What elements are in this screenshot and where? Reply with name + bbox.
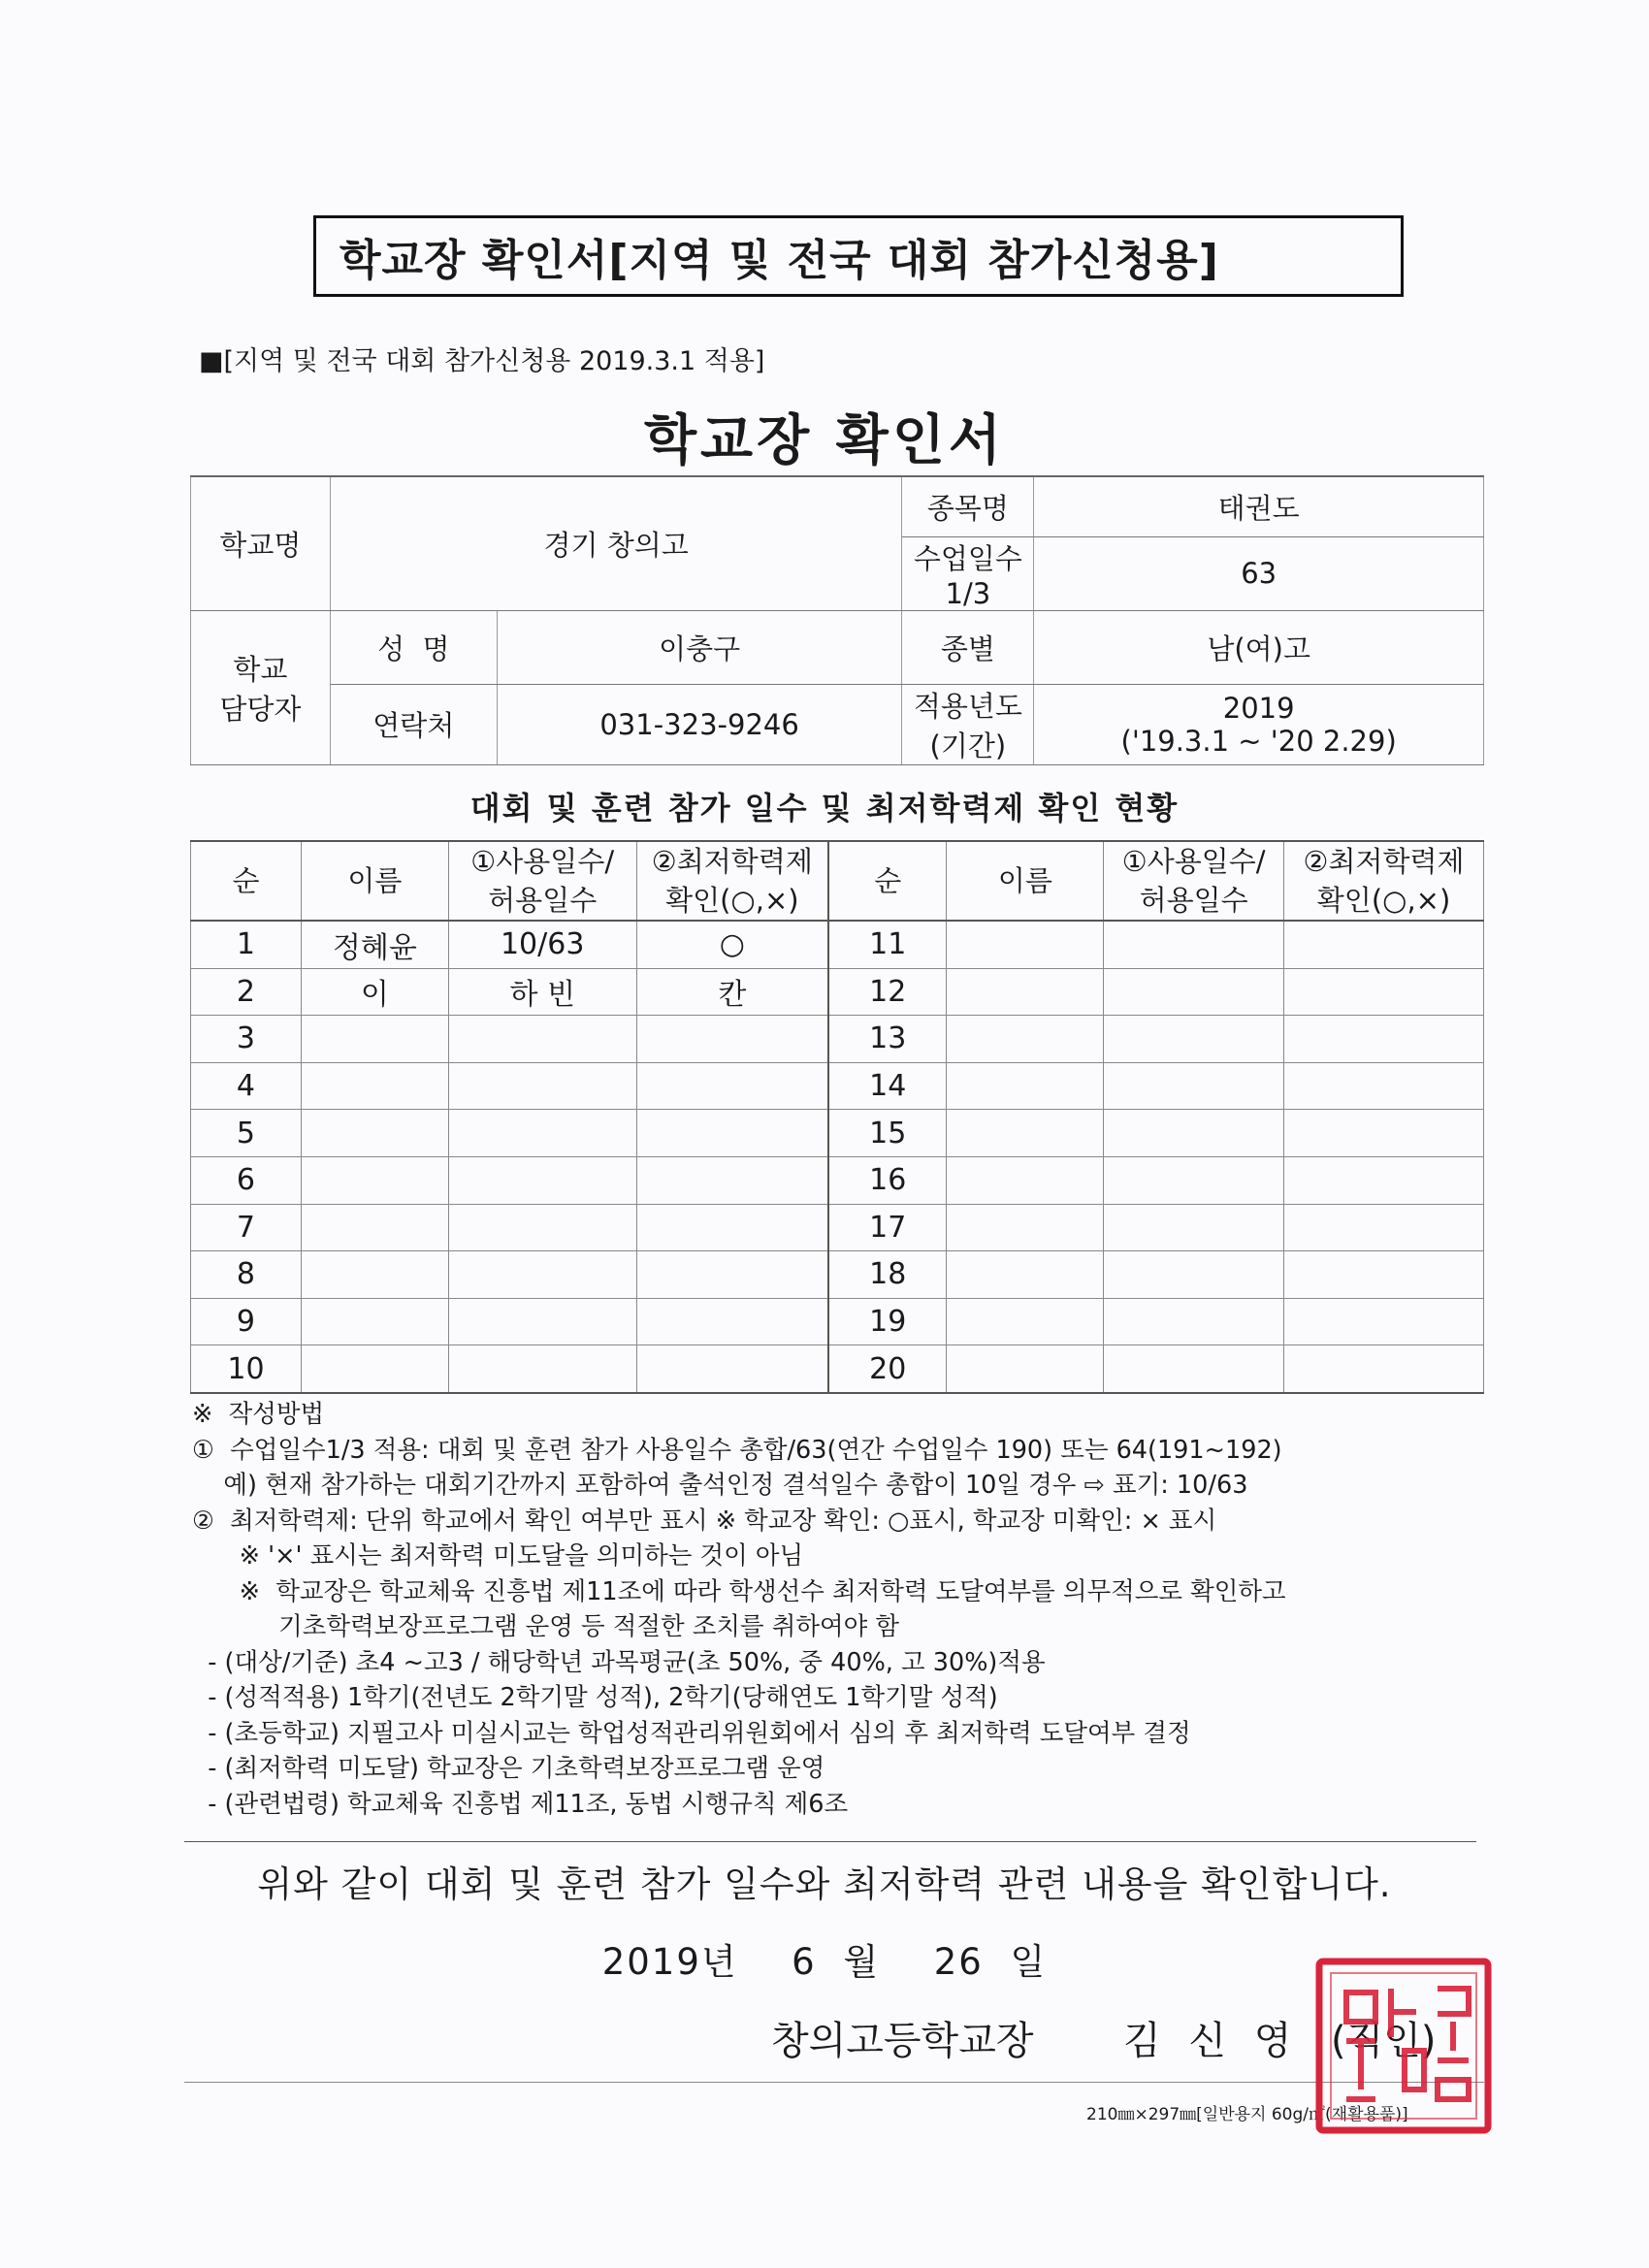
row-number-right: 13 (828, 1016, 947, 1063)
min-level-check-right (1284, 1016, 1484, 1063)
contact-label: 연락처 (330, 684, 497, 764)
used-days (448, 1204, 636, 1251)
section-title: 대회 및 훈련 참가 일수 및 최저학력제 확인 현황 (469, 790, 1180, 826)
table-row (191, 1062, 1484, 1110)
student-name-right (947, 1156, 1104, 1204)
row-number-right: 20 (828, 1345, 947, 1393)
instruction-line: ① 수업일수1/3 적용: 대회 및 훈련 참가 사용일수 총합/63(연간 수업일수 190) 또는 64(191~192) (192, 1435, 1282, 1465)
official-seal-stamp (1311, 1954, 1496, 2142)
period-label-line2: (기간) (929, 729, 1007, 762)
min-level-check-right (1284, 1204, 1484, 1251)
paper-spec: 210㎜×297㎜[일반용지 60g/㎡(재활용품)] (1086, 2105, 1408, 2124)
participation-table (190, 840, 1484, 1394)
min-level-check-right (1284, 1298, 1484, 1345)
row-number: 10 (191, 1345, 302, 1393)
min-level-check (636, 1110, 828, 1157)
header-days-line2: 허용일수 (488, 884, 598, 917)
used-days-right (1104, 1016, 1284, 1063)
header-days-right (1104, 841, 1284, 921)
student-name-right (947, 968, 1104, 1016)
min-level-check (636, 1345, 828, 1393)
used-days-right (1104, 1062, 1284, 1110)
used-days (448, 1345, 636, 1393)
student-name (301, 1345, 448, 1393)
header-min-line2: 확인(○,×) (665, 884, 799, 917)
used-days (448, 1251, 636, 1299)
min-level-check (636, 1156, 828, 1204)
school-name-value: 경기 창의고 (330, 476, 902, 610)
period-value-range: ('19.3.1 ~ '20 2.29) (1120, 724, 1397, 758)
min-level-check (636, 1016, 828, 1063)
division-label: 종별 (902, 610, 1034, 684)
page-title: 학교장 확인서 (643, 409, 1006, 472)
row-number-right: 14 (828, 1062, 947, 1110)
class-days-label (902, 536, 1034, 610)
instruction-line: - (관련법령) 학교체육 진흥법 제11조, 동법 시행규칙 제6조 (192, 1789, 849, 1819)
min-level-check-right (1284, 968, 1484, 1016)
instruction-line: ② 최저학력제: 단위 학교에서 확인 여부만 표시 ※ 학교장 확인: ○표시, 학교장 미확인: × 표시 (192, 1506, 1217, 1536)
student-name: 정혜윤 (301, 921, 448, 968)
student-name-right (947, 1251, 1104, 1299)
manager-name-value: 이충구 (497, 610, 902, 684)
used-days: 하 빈 (448, 968, 636, 1016)
student-name (301, 1062, 448, 1110)
min-level-check-right (1284, 1251, 1484, 1299)
header-name-right: 이름 (947, 841, 1104, 921)
header-min-line1: ②최저학력제 (651, 845, 813, 878)
row-number: 7 (191, 1204, 302, 1251)
row-number-right: 15 (828, 1110, 947, 1157)
instruction-line: ※ 작성방법 (192, 1400, 325, 1429)
student-name-right (947, 1345, 1104, 1393)
header-min-level-right (1284, 841, 1484, 921)
division-value: 남(여)고 (1034, 610, 1484, 684)
table-row (191, 1110, 1484, 1157)
header-min-level (636, 841, 828, 921)
contact-value: 031-323-9246 (497, 684, 902, 764)
manager-label (191, 610, 331, 764)
table-row (191, 1016, 1484, 1063)
used-days (448, 1156, 636, 1204)
event-label: 종목명 (902, 476, 1034, 536)
period-value (1034, 684, 1484, 764)
student-name: 이 (301, 968, 448, 1016)
manager-name-label: 성 명 (330, 610, 497, 684)
table-row (191, 1204, 1484, 1251)
min-level-check: 칸 (636, 968, 828, 1016)
student-name (301, 1110, 448, 1157)
header-days-right-line1: ①사용일수/ (1121, 845, 1266, 878)
instruction-line: - (최저학력 미도달) 학교장은 기초학력보장프로그램 운영 (192, 1754, 825, 1783)
min-level-check-right (1284, 1156, 1484, 1204)
student-name-right (947, 1062, 1104, 1110)
used-days-right (1104, 1156, 1284, 1204)
document-header-box (313, 215, 1404, 297)
instruction-line: 예) 현재 참가하는 대회기간까지 포함하여 출석인정 결석일수 총합이 10일 경우 ⇨ 표기: 10/63 (192, 1471, 1248, 1500)
issue-date: 2019년 6 월 26 일 (601, 1941, 1048, 1983)
principal-title: 창의고등학교장 (771, 2019, 1034, 2063)
student-name (301, 1251, 448, 1299)
application-note: ■[지역 및 전국 대회 참가신청용 2019.3.1 적용] (199, 346, 765, 376)
header-min-right-line2: 확인(○,×) (1316, 884, 1451, 917)
period-value-year: 2019 (1222, 691, 1295, 725)
min-level-check-right (1284, 1345, 1484, 1393)
min-level-check-right (1284, 921, 1484, 968)
class-days-value: 63 (1034, 536, 1484, 610)
min-level-check (636, 1204, 828, 1251)
header-name: 이름 (301, 841, 448, 921)
table-row (191, 921, 1484, 968)
student-name (301, 1204, 448, 1251)
instruction-line: ※ '×' 표시는 최저학력 미도달을 의미하는 것이 아님 (192, 1541, 804, 1571)
min-level-check (636, 1298, 828, 1345)
instruction-line: - (성적적용) 1학기(전년도 2학기말 성적), 2학기(당해연도 1학기말 성적) (192, 1683, 998, 1712)
official-seal-mark: (직인) (1331, 2019, 1437, 2063)
student-name-right (947, 1110, 1104, 1157)
min-level-check: ○ (636, 921, 828, 968)
instruction-line: - (초등학교) 지필고사 미실시교는 학업성적관리위원회에서 심의 후 최저학력 도달여부 결정 (192, 1718, 1191, 1748)
used-days: 10/63 (448, 921, 636, 968)
used-days-right (1104, 1110, 1284, 1157)
used-days-right (1104, 1298, 1284, 1345)
row-number: 8 (191, 1251, 302, 1299)
used-days-right (1104, 921, 1284, 968)
bottom-divider (184, 2082, 1484, 2083)
row-number: 1 (191, 921, 302, 968)
student-name (301, 1298, 448, 1345)
row-number-right: 16 (828, 1156, 947, 1204)
instruction-line: 기초학력보장프로그램 운영 등 적절한 조치를 취하여야 함 (192, 1612, 899, 1641)
seal-icon (1311, 1954, 1496, 2138)
document-header-title: 학교장 확인서[지역 및 전국 대회 참가신청용] (340, 236, 1219, 285)
manager-label-line1: 학교 (233, 652, 288, 686)
writing-instructions (192, 1397, 1492, 1822)
used-days-right (1104, 1204, 1284, 1251)
row-number: 5 (191, 1110, 302, 1157)
instruction-line: - (대상/기준) 초4 ~고3 / 해당학년 과목평균(초 50%, 중 40%, 고 30%)적용 (192, 1647, 1046, 1677)
table-row (191, 1345, 1484, 1393)
header-min-right-line1: ②최저학력제 (1303, 845, 1465, 878)
row-number-right: 18 (828, 1251, 947, 1299)
confirmation-statement: 위와 같이 대회 및 훈련 참가 일수와 최저학력 관련 내용을 확인합니다. (257, 1863, 1392, 1905)
table-row (191, 1298, 1484, 1345)
header-no-right: 순 (828, 841, 947, 921)
student-name (301, 1016, 448, 1063)
class-days-label-line1: 수업일수 (913, 541, 1022, 575)
used-days-right (1104, 1251, 1284, 1299)
class-days-label-line2: 1/3 (945, 576, 991, 610)
header-days-right-line2: 허용일수 (1139, 884, 1248, 917)
row-number: 2 (191, 968, 302, 1016)
used-days (448, 1062, 636, 1110)
student-name-right (947, 1298, 1104, 1345)
used-days-right (1104, 1345, 1284, 1393)
instruction-line: ※ 학교장은 학교체육 진흥법 제11조에 따라 학생선수 최저학력 도달여부를 의무적으로 확인하고 (192, 1576, 1286, 1606)
min-level-check (636, 1251, 828, 1299)
period-label-line1: 적용년도 (913, 689, 1022, 723)
student-name-right (947, 1016, 1104, 1063)
table-row (191, 1156, 1484, 1204)
header-days (448, 841, 636, 921)
header-days-line1: ①사용일수/ (470, 845, 615, 878)
row-number: 3 (191, 1016, 302, 1063)
event-value: 태권도 (1034, 476, 1484, 536)
divider-line (184, 1841, 1476, 1842)
principal-name: 김 신 영 (1123, 2019, 1300, 2063)
student-name-right (947, 1204, 1104, 1251)
period-label (902, 684, 1034, 764)
row-number: 9 (191, 1298, 302, 1345)
table-row (191, 1251, 1484, 1299)
used-days (448, 1016, 636, 1063)
row-number-right: 11 (828, 921, 947, 968)
row-number-right: 19 (828, 1298, 947, 1345)
row-number-right: 17 (828, 1204, 947, 1251)
header-no: 순 (191, 841, 302, 921)
table-row (191, 968, 1484, 1016)
used-days (448, 1110, 636, 1157)
manager-label-line2: 담당자 (219, 692, 302, 726)
row-number: 6 (191, 1156, 302, 1204)
school-name-label: 학교명 (191, 476, 331, 610)
min-level-check-right (1284, 1062, 1484, 1110)
used-days (448, 1298, 636, 1345)
min-level-check (636, 1062, 828, 1110)
table-header-row (191, 841, 1484, 921)
row-number: 4 (191, 1062, 302, 1110)
row-number-right: 12 (828, 968, 947, 1016)
school-info-table (190, 475, 1484, 765)
student-name-right (947, 921, 1104, 968)
student-name (301, 1156, 448, 1204)
used-days-right (1104, 968, 1284, 1016)
min-level-check-right (1284, 1110, 1484, 1157)
